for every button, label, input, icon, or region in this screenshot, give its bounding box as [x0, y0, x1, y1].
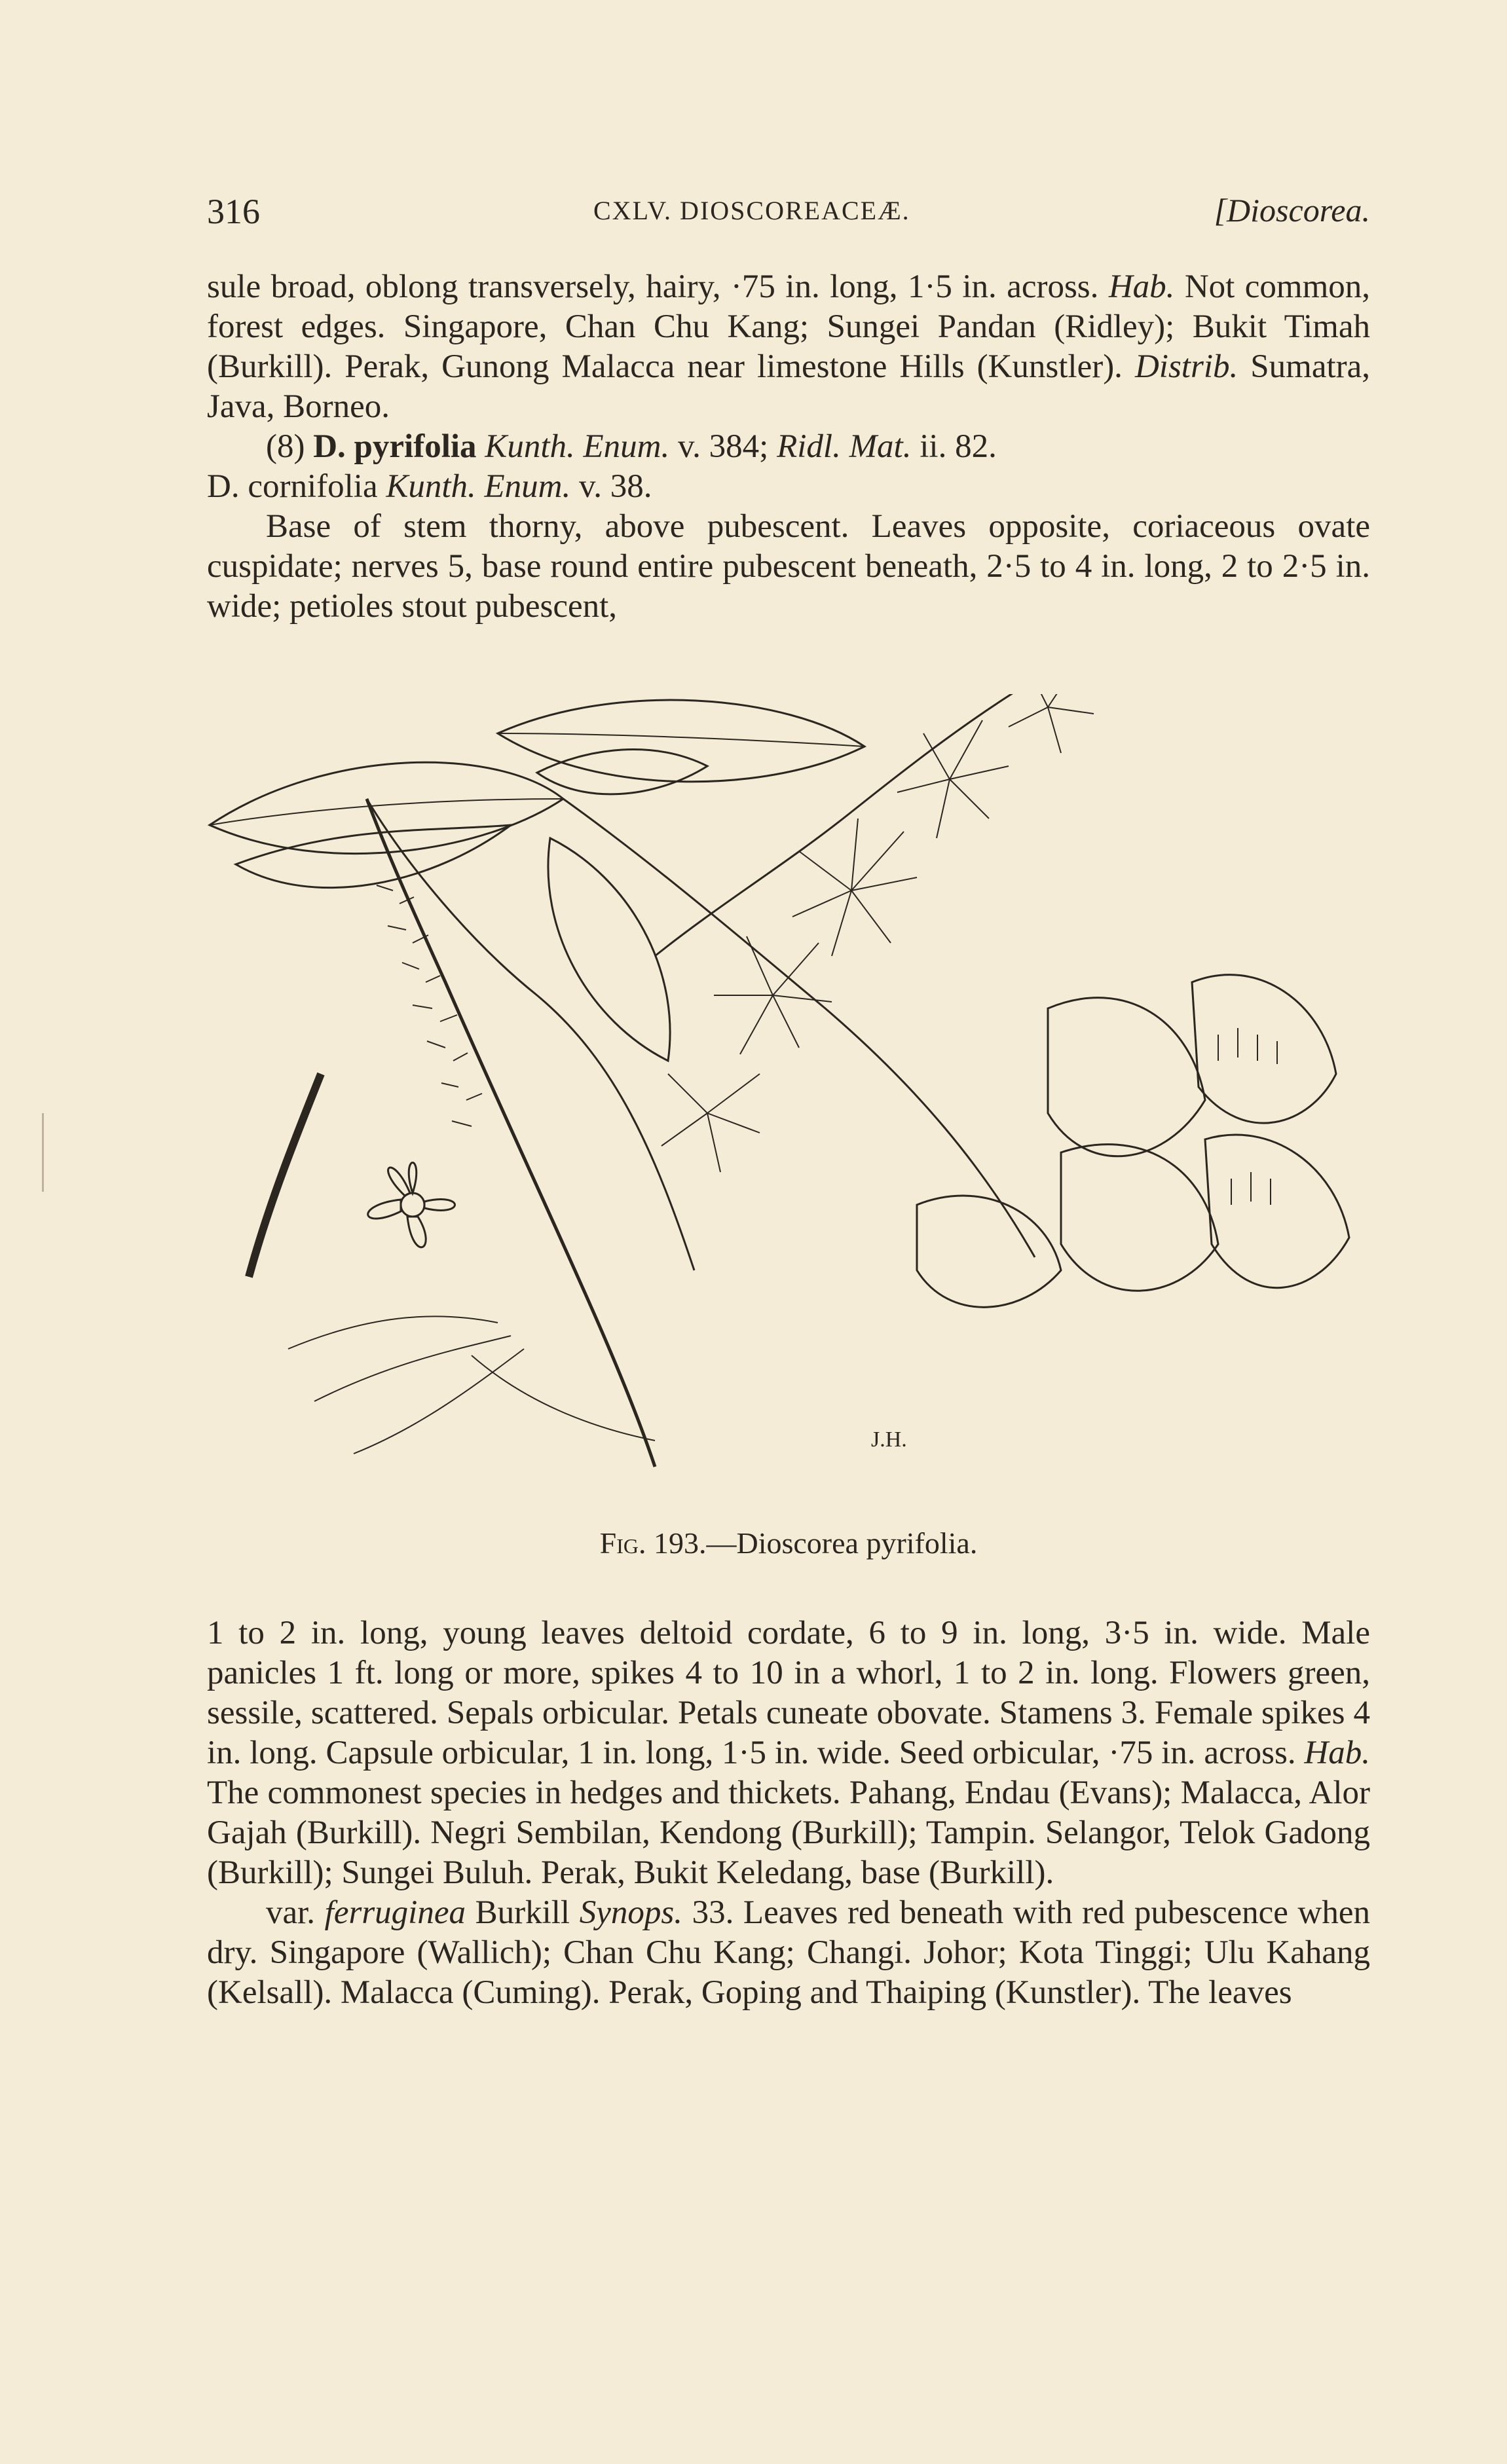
text-block-top: [207, 267, 1370, 627]
dioscorea-drawing: [196, 694, 1388, 1506]
genus-heading: [Dioscorea.: [1214, 192, 1370, 229]
botanical-illustration: [196, 694, 1388, 1506]
paragraph: sule broad, oblong transversely, hairy, ·75 in. long, 1·5 in. across. Hab. Not common, forest edges. Singapore, Chan Chu Kang; Sungei Pandan (Ridley); Bukit Timah (Burkill). Perak, Gunong Malacca near limestone Hills (Kunstler). Distrib. Sumatra, Java, Borneo.: [207, 268, 1370, 425]
hab-label: Hab.: [1304, 1735, 1370, 1771]
synonym-line: D. cornifolia Kunth. Enum. v. 38.: [207, 468, 652, 505]
caption-text: —Dioscorea pyrifolia.: [706, 1526, 978, 1560]
species-heading: (8) D. pyrifolia Kunth. Enum. v. 384; Ridl. Mat. ii. 82.: [266, 428, 997, 465]
hab-label: Hab.: [1108, 268, 1175, 305]
description-paragraph: Base of stem thorny, above pubescent. Leaves opposite, coriaceous ovate cuspidate; nerves 5, base round entire pubescent beneath, 2·5 to 4 in. long, 2 to 2·5 in. wide; petioles stout pubescent,: [207, 508, 1370, 625]
variety-paragraph: var. ferruginea Burkill Synops. 33. Leaves red beneath with red pubescence when dry. Singapore (Wallich); Chan Chu Kang; Changi. Johor; Kota Tinggi; Ulu Kahang (Kelsall). Malacca (Cuming). Perak, Goping and Thaiping (Kunstler). The leaves: [207, 1894, 1370, 2011]
illustrator-signature: J.H.: [871, 1427, 907, 1452]
running-title: CXLV. DIOSCOREACEÆ.: [593, 196, 910, 225]
figure-caption: [207, 1526, 1370, 1560]
margin-mark: [42, 1113, 44, 1192]
page-number: 316: [207, 192, 260, 231]
caption-prefix: Fig. 193.: [599, 1526, 707, 1560]
text-block-bottom: [207, 1613, 1370, 2013]
variety-name: ferruginea: [324, 1894, 466, 1931]
paragraph: 1 to 2 in. long, young leaves deltoid cordate, 6 to 9 in. long, 3·5 in. wide. Male panicles 1 ft. long or more, spikes 4 to 10 in a whorl, 1 to 2 in. long. Flowers green, sessile, scattered. Sepals orbicular. Petals cuneate obovate. Stamens 3. Female spikes 4 in. long. Capsule orbicular, 1 in. long, 1·5 in. wide. Seed orbicular, ·75 in. across. Hab. The commonest species in hedges and thickets. Pahang, Endau (Evans); Malacca, Alor Gajah (Burkill). Negri Sembilan, Kendong (Burkill); Tampin. Selangor, Telok Gadong (Burkill); Sungei Buluh. Perak, Bukit Keledang, base (Burkill).: [207, 1615, 1370, 1891]
page-header: [207, 191, 1370, 244]
species-name: D. pyrifolia: [313, 428, 477, 465]
distrib-label: Distrib.: [1134, 348, 1238, 385]
